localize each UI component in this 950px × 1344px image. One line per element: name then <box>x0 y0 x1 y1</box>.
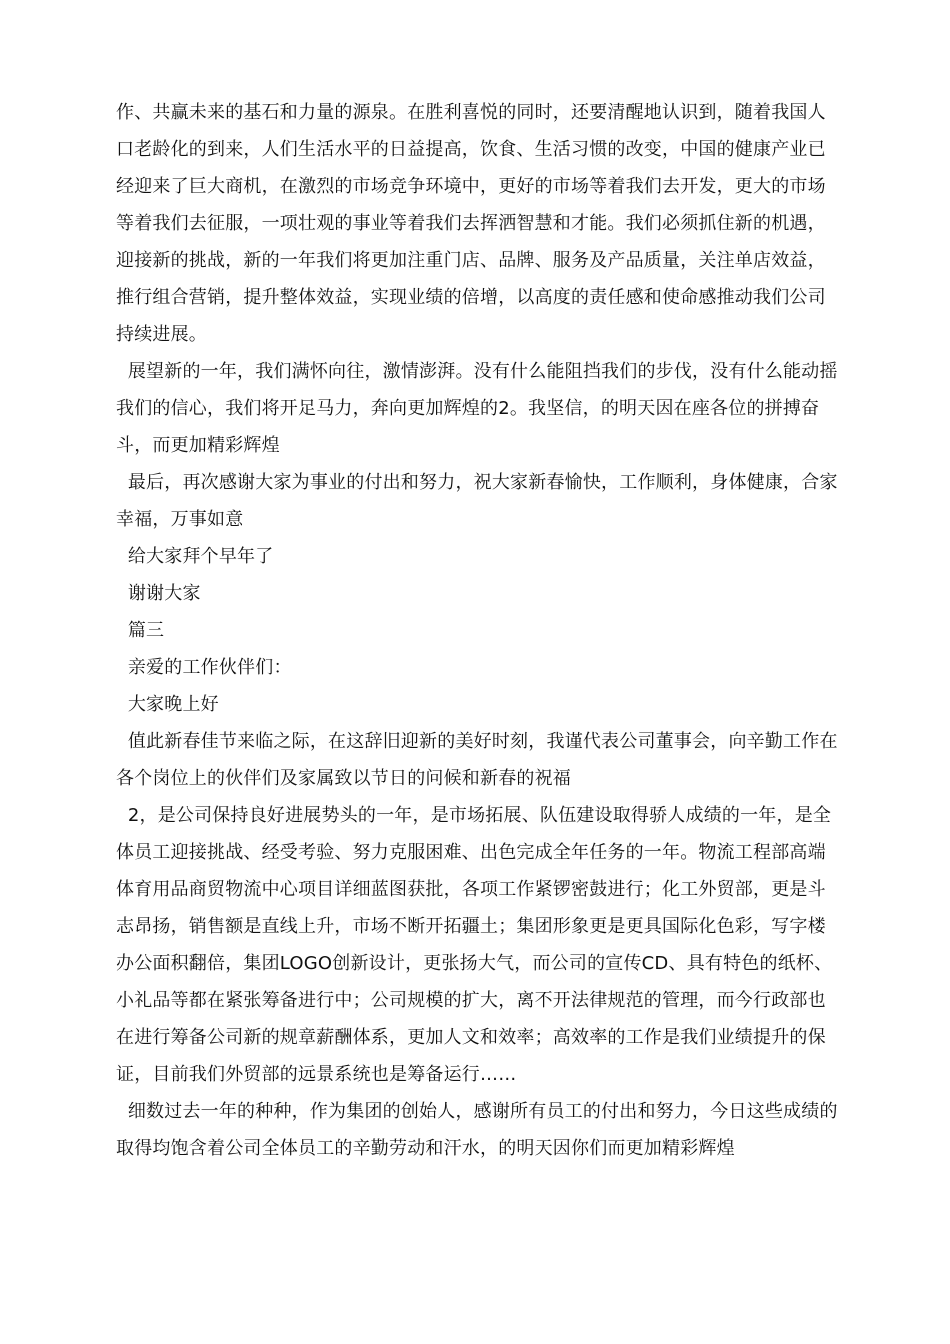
paragraph-9: 值此新春佳节来临之际，在这辞旧迎新的美好时刻，我谨代表公司董事会，向辛勤工作在各个岗位上的伙伴们及家属致以节日的问候和新春的祝福 <box>116 731 838 789</box>
document-body <box>116 94 838 1167</box>
paragraph-3: 最后，再次感谢大家为事业的付出和努力，祝大家新春愉快，工作顺利，身体健康，合家幸福，万事如意 <box>116 472 838 530</box>
section-heading: 篇三 <box>116 620 165 641</box>
paragraph-1: 作、共赢未来的基石和力量的源泉。在胜利喜悦的同时，还要清醒地认识到，随着我国人口老龄化的到来，人们生活水平的日益提高，饮食、生活习惯的改变，中国的健康产业已经迎来了巨大商机，在激烈的市场竞争环境中，更好的市场等着我们去开发，更大的市场等着我们去征服，一项壮观的事业等着我们去挥洒智慧和才能。我们必须抓住新的机遇，迎接新的挑战，新的一年我们将更加注重门店、品牌、服务及产品质量，关注单店效益，推行组合营销，提升整体效益，实现业绩的倍增，以高度的责任感和使命感推动我们公司持续进展。 <box>116 102 826 345</box>
paragraph-2: 展望新的一年，我们满怀向往，激情澎湃。没有什么能阻挡我们的步伐，没有什么能动摇我们的信心，我们将开足马力，奔向更加辉煌的2。我坚信，的明天因在座各位的拼搏奋斗，而更加精彩辉煌 <box>116 361 838 456</box>
greeting: 大家晚上好 <box>116 694 219 715</box>
paragraph-4: 给大家拜个早年了 <box>116 546 274 567</box>
paragraph-5: 谢谢大家 <box>116 583 201 604</box>
salutation: 亲爱的工作伙伴们： <box>116 657 292 678</box>
paragraph-10: 2，是公司保持良好进展势头的一年，是市场拓展、队伍建设取得骄人成绩的一年，是全体员工迎接挑战、经受考验、努力克服困难、出色完成全年任务的一年。物流工程部高端体育用品商贸物流中心项目详细蓝图获批，各项工作紧锣密鼓进行；化工外贸部，更是斗志昂扬，销售额是直线上升，市场不断开拓疆土；集团形象更是更具国际化色彩，写字楼办公面积翻倍，集团LOGO创新设计，更张扬大气，而公司的宣传CD、具有特色的纸杯、小礼品等都在紧张筹备进行中；公司规模的扩大，离不开法律规范的管理，而今行政部也在进行筹备公司新的规章薪酬体系，更加人文和效率；高效率的工作是我们业绩提升的保证，目前我们外贸部的远景系统也是筹备运行…… <box>116 805 833 1085</box>
paragraph-11: 细数过去一年的种种，作为集团的创始人，感谢所有员工的付出和努力，今日这些成绩的取得均饱含着公司全体员工的辛勤劳动和汗水，的明天因你们而更加精彩辉煌 <box>116 1101 838 1159</box>
